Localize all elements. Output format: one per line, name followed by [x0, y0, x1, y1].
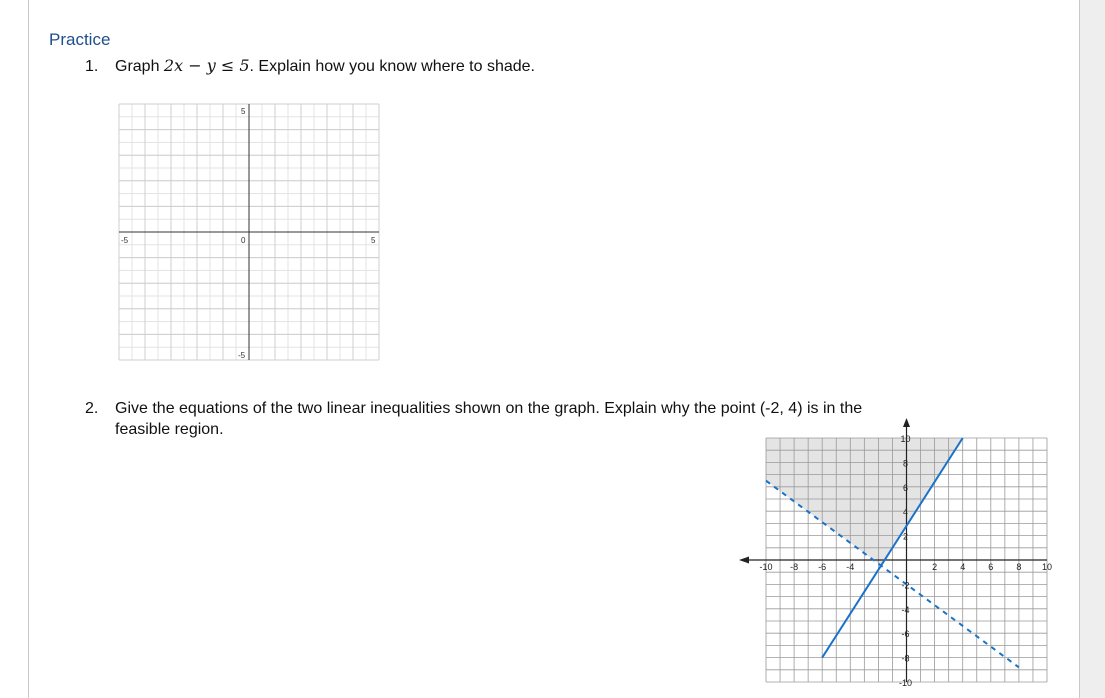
problem-1-expression: 2x − y ≤ 5 — [163, 56, 250, 75]
x-tick-label: 5 — [371, 236, 376, 245]
x-tick-label: 2 — [932, 562, 938, 572]
y-tick-label: 2 — [902, 531, 909, 542]
x-tick-label: -4 — [846, 562, 855, 572]
y-tick-label: -10 — [898, 678, 913, 688]
problem-2-number: 2. — [85, 400, 99, 417]
problem-1-text-post: . Explain how you know where to shade. — [249, 58, 535, 75]
problem-2-line2: feasible region. — [115, 421, 224, 438]
x-tick-label: 0 — [241, 236, 246, 245]
x-tick-label: 4 — [960, 562, 966, 572]
x-tick-label: 10 — [1041, 562, 1053, 572]
y-tick-label: 4 — [902, 507, 909, 518]
page-heading: Practice — [49, 30, 111, 49]
y-tick-label: 8 — [902, 458, 909, 469]
y-tick-label: -4 — [901, 604, 910, 615]
problem-1-text-pre: Graph — [115, 58, 164, 75]
y-tick-label: -6 — [901, 629, 910, 640]
y-tick-label: -2 — [901, 580, 910, 591]
y-tick-label: 5 — [241, 107, 246, 116]
y-tick-label: 10 — [900, 434, 911, 444]
x-axis-arrow-left — [739, 557, 749, 564]
x-tick-label: 8 — [1016, 562, 1022, 572]
y-tick-label: 6 — [902, 482, 909, 493]
problem-1 — [85, 56, 535, 76]
blank-coordinate-grid — [109, 98, 389, 370]
document-page — [28, 0, 1080, 698]
problem-1-number: 1. — [85, 58, 99, 75]
problem-2-line1: Give the equations of the two linear inequalities shown on the graph. Explain why the point (-2, 4) is in the — [115, 400, 863, 417]
x-tick-label: -6 — [818, 562, 827, 572]
x-tick-label: 6 — [988, 562, 994, 572]
y-axis-arrow-up — [903, 418, 910, 427]
inequality-graph — [709, 418, 1053, 698]
x-tick-label: -5 — [121, 236, 129, 245]
y-tick-label: -5 — [238, 351, 246, 360]
y-tick-label: -8 — [901, 653, 910, 664]
x-tick-label: -10 — [759, 562, 773, 572]
x-tick-label: -8 — [790, 562, 799, 572]
scrollbar-gutter[interactable] — [1078, 0, 1105, 698]
